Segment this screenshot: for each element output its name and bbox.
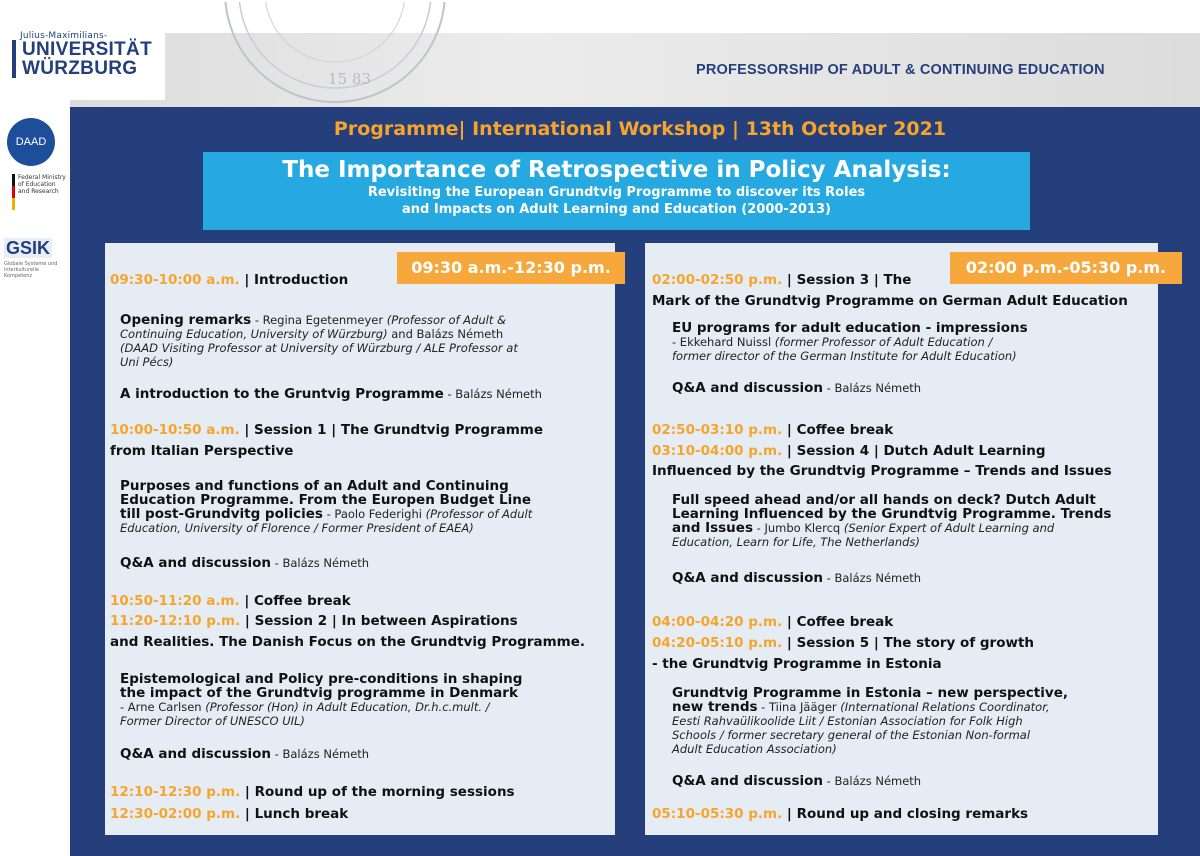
talk-title: new trends — [672, 699, 758, 715]
talk-title: Education Programme. From the Europen Budget Line — [120, 492, 532, 508]
coffee-break-1 — [110, 593, 351, 609]
talk-affiliation: Schools / former secretary general of the Estonian Non-formal — [672, 728, 1031, 742]
slot-label: | Session 2 | In between Aspirations — [240, 613, 518, 629]
qa-moderator: - Balázs Németh — [823, 381, 922, 395]
gsik-text: Globale Systeme und interkulturelle Kompetenz — [4, 261, 58, 279]
qa-moderator: - Balázs Németh — [823, 571, 922, 585]
talk-affiliation: former director of the German Institute for Adult Education) — [672, 349, 1017, 363]
slot-time: 09:30-10:00 a.m. — [110, 272, 240, 288]
qa-4 — [672, 570, 921, 586]
talk-speaker: - Arne Carlsen — [120, 700, 206, 714]
slot-label: | Session 3 | The — [782, 272, 912, 288]
session-3-subtitle: Mark of the Grundtvig Programme on German Adult Education — [652, 293, 1128, 309]
talk-affiliation: (Professor of Adult & — [386, 313, 506, 327]
talk-title: Learning Influenced by the Grundtvig Programme. Trends — [672, 506, 1112, 522]
qa-1 — [120, 555, 369, 571]
talk-title: the impact of the Grundtvig programme in Denmark — [120, 685, 518, 701]
qa-label: Q&A and discussion — [672, 773, 824, 789]
talk-speaker: - Jumbo Klercq — [752, 521, 844, 535]
professorship-title: PROFESSORSHIP OF ADULT & CONTINUING EDUCATION — [696, 62, 1105, 78]
talk-intro-grundtvig — [120, 386, 542, 402]
qa-label: Q&A and discussion — [120, 746, 272, 762]
slot-time: 02:00-02:50 p.m. — [652, 272, 783, 288]
talk-speaker: and Balázs Németh — [387, 327, 504, 341]
talk-title: Epistemological and Policy pre-conditions in shaping — [120, 671, 523, 687]
talk-title: EU programs for adult education - impressions — [672, 320, 1028, 336]
qa-label: Q&A and discussion — [120, 555, 272, 571]
slot-label: | Coffee break — [782, 614, 894, 630]
seal-text: 15 83 — [328, 70, 371, 88]
talk-affiliation: Education, Learn for Life, The Netherlands) — [672, 535, 920, 549]
qa-2 — [120, 746, 369, 762]
talk-affiliation: (Professor of Adult — [425, 507, 533, 521]
talk-affiliation: Education, University of Florence / Former President of EAEA) — [120, 521, 474, 535]
talk-title: Full speed ahead and/or all hands on deck? Dutch Adult — [672, 492, 1096, 508]
university-logo — [0, 0, 165, 100]
lunch-break — [110, 806, 348, 822]
talk-speaker: - Regina Egetenmeyer — [251, 313, 387, 327]
talk-speaker: - Ekkehard Nuissl — [672, 335, 775, 349]
slot-time: 03:10-04:00 p.m. — [652, 443, 783, 459]
talk-title: and Issues — [672, 520, 753, 536]
talk-italian — [120, 479, 615, 535]
qa-3 — [672, 380, 921, 396]
morning-time-badge: 09:30 a.m.-12:30 p.m. — [397, 252, 625, 284]
afternoon-time-badge: 02:00 p.m.-05:30 p.m. — [950, 252, 1182, 284]
talk-affiliation: Adult Education Association) — [672, 742, 837, 756]
qa-moderator: - Balázs Németh — [823, 774, 922, 788]
session-5-subtitle: - the Grundtvig Programme in Estonia — [652, 656, 942, 672]
talk-affiliation: (DAAD Visiting Professor at University of Würzburg / ALE Professor at — [120, 341, 518, 355]
slot-time: 10:50-11:20 a.m. — [110, 593, 240, 609]
talk-title: till post-Grundvitg policies — [120, 506, 323, 522]
slot-time: 05:10-05:30 p.m. — [652, 806, 783, 822]
logo-line1: UNIVERSITÄT — [22, 39, 152, 60]
talk-affiliation: (former Professor of Adult Education / — [774, 335, 993, 349]
session-1-slot — [110, 422, 543, 438]
qa-moderator: - Balázs Németh — [271, 747, 370, 761]
talk-affiliation: (Senior Expert of Adult Learning and — [843, 521, 1055, 535]
page-headline: Programme| International Workshop | 13th October 2021 — [333, 118, 947, 140]
talk-speaker: - Paolo Federighi — [322, 507, 426, 521]
slot-time: 11:20-12:10 p.m. — [110, 613, 241, 629]
slot-time: 04:00-04:20 p.m. — [652, 614, 783, 630]
daad-text: DAAD — [15, 136, 47, 148]
talk-affiliation: Uni Pécs) — [120, 355, 174, 369]
talk-title: Grundtvig Programme in Estonia – new perspective, — [672, 685, 1068, 701]
session-4-slot — [652, 443, 1046, 459]
slot-label: | Round up of the morning sessions — [240, 784, 515, 800]
slot-time: 12:10-12:30 p.m. — [110, 784, 241, 800]
slot-time: 04:20-05:10 p.m. — [652, 635, 783, 651]
slot-label: | Round up and closing remarks — [782, 806, 1029, 822]
bmbf-text: Federal Ministry of Education and Research — [18, 174, 66, 195]
talk-german — [672, 321, 1157, 363]
qa-moderator: - Balázs Németh — [271, 556, 370, 570]
session-2-subtitle: and Realities. The Danish Focus on the Grundtvig Programme. — [110, 634, 586, 650]
closing-slot — [652, 806, 1028, 822]
talk-affiliation: (Professor (Hon) in Adult Education, Dr.h.c.mult. / — [205, 700, 490, 714]
slot-label: | Lunch break — [240, 806, 349, 822]
talk-affiliation: Eesti Rahvaülikoolide Liit / Estonian Association for Folk High — [672, 714, 1023, 728]
talk-title: Opening remarks — [120, 312, 252, 328]
talk-danish — [120, 672, 615, 728]
session-2-slot — [110, 613, 518, 629]
coffee-break-2 — [652, 422, 893, 438]
qa-5 — [672, 773, 921, 789]
talk-opening — [120, 313, 615, 369]
slot-label: | Session 4 | Dutch Adult Learning — [782, 443, 1046, 459]
slot-label: | Introduction — [239, 272, 349, 288]
session-5-slot — [652, 635, 1034, 651]
talk-affiliation: Former Director of UNESCO UIL) — [120, 714, 305, 728]
talk-dutch — [672, 493, 1157, 549]
flag-icon — [12, 174, 15, 210]
talk-speaker: - Balázs Németh — [443, 387, 542, 401]
title-box — [203, 152, 1030, 230]
coffee-break-3 — [652, 614, 893, 630]
talk-title: Purposes and functions of an Adult and Continuing — [120, 478, 509, 494]
talk-title: A introduction to the Gruntvig Programme — [120, 386, 444, 402]
gsik-logo — [4, 238, 66, 279]
session-3-slot — [652, 272, 911, 288]
logo-line2: WÜRZBURG — [22, 58, 138, 79]
slot-label: | Coffee break — [782, 422, 894, 438]
talk-estonia — [672, 686, 1157, 756]
talk-speaker: - Tiina Jääger — [757, 700, 841, 714]
slot-label: | Coffee break — [239, 593, 351, 609]
title-main: The Importance of Retrospective in Policy Analysis: — [282, 157, 951, 183]
logo-top-text: Julius-Maximilians- — [20, 31, 108, 41]
session-4-subtitle: Influenced by the Grundtvig Programme – Trends and Issues — [652, 463, 1112, 479]
talk-affiliation: (International Relations Coordinator, — [840, 700, 1050, 714]
intro-slot — [110, 272, 348, 288]
gsik-mark: GSIK — [6, 238, 51, 258]
slot-time: 02:50-03:10 p.m. — [652, 422, 783, 438]
round-up-morning — [110, 784, 515, 800]
slot-time: 10:00-10:50 a.m. — [110, 422, 240, 438]
slot-label: | Session 5 | The story of growth — [782, 635, 1035, 651]
bmbf-logo — [6, 172, 66, 232]
qa-label: Q&A and discussion — [672, 570, 824, 586]
university-seal — [200, 2, 470, 106]
slot-time: 12:30-02:00 p.m. — [110, 806, 241, 822]
qa-label: Q&A and discussion — [672, 380, 824, 396]
slot-label: | Session 1 | The Grundtvig Programme — [239, 422, 543, 438]
session-1-subtitle: from Italian Perspective — [110, 443, 294, 459]
title-sub1: Revisiting the European Grundtvig Programme to discover its Roles — [367, 185, 866, 200]
talk-affiliation: Continuing Education, University of Würzburg) — [120, 327, 388, 341]
title-sub2: and Impacts on Adult Learning and Education (2000-2013) — [402, 202, 831, 217]
